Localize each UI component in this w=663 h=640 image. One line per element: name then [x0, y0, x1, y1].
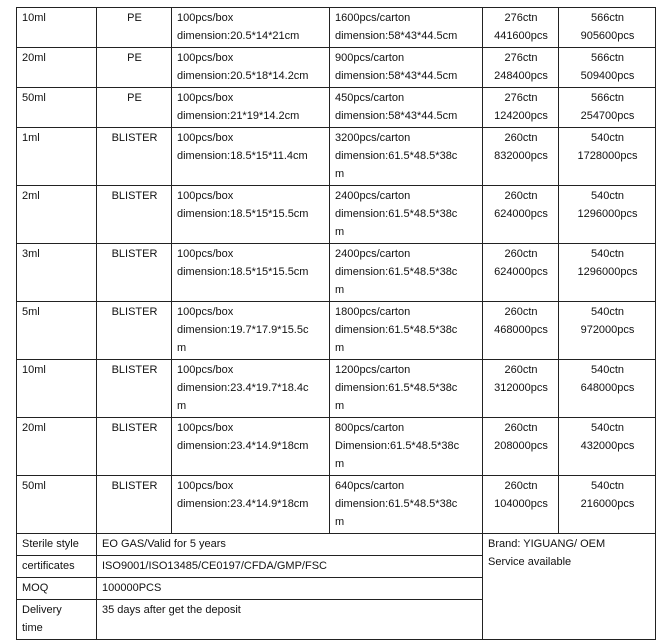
- box-cell: 100pcs/box dimension:23.4*19.7*18.4c m: [172, 360, 330, 418]
- size-cell: 20ml: [17, 48, 97, 88]
- carton-cell: 1200pcs/carton dimension:61.5*48.5*38c m: [330, 360, 483, 418]
- size-cell: 20ml: [17, 418, 97, 476]
- certificates-value: ISO9001/ISO13485/CE0197/CFDA/GMP/FSC: [97, 556, 483, 578]
- sterile-value: EO GAS/Valid for 5 years: [97, 534, 483, 556]
- sterile-row: [17, 534, 656, 556]
- carton-cell: 1600pcs/carton dimension:58*43*44.5cm: [330, 8, 483, 48]
- box-cell: 100pcs/box dimension:18.5*15*15.5cm: [172, 244, 330, 302]
- type-cell: BLISTER: [97, 360, 172, 418]
- packing-spec-table: [16, 7, 656, 640]
- container-20-cell: 260ctn 832000pcs: [483, 128, 559, 186]
- type-cell: PE: [97, 8, 172, 48]
- carton-cell: 3200pcs/carton dimension:61.5*48.5*38c m: [330, 128, 483, 186]
- box-cell: 100pcs/box dimension:18.5*15*15.5cm: [172, 186, 330, 244]
- table-row: [17, 186, 656, 244]
- type-cell: BLISTER: [97, 186, 172, 244]
- carton-cell: 640pcs/carton dimension:61.5*48.5*38c m: [330, 476, 483, 534]
- table-row: [17, 48, 656, 88]
- size-cell: 50ml: [17, 88, 97, 128]
- table-row: [17, 476, 656, 534]
- type-cell: BLISTER: [97, 476, 172, 534]
- table-row: [17, 418, 656, 476]
- type-cell: BLISTER: [97, 418, 172, 476]
- type-cell: PE: [97, 88, 172, 128]
- box-cell: 100pcs/box dimension:19.7*17.9*15.5c m: [172, 302, 330, 360]
- size-cell: 10ml: [17, 360, 97, 418]
- box-cell: 100pcs/box dimension:18.5*15*11.4cm: [172, 128, 330, 186]
- container-40-cell: 566ctn 509400pcs: [559, 48, 656, 88]
- box-cell: 100pcs/box dimension:23.4*14.9*18cm: [172, 418, 330, 476]
- size-cell: 10ml: [17, 8, 97, 48]
- table-row: [17, 8, 656, 48]
- carton-cell: 2400pcs/carton dimension:61.5*48.5*38c m: [330, 186, 483, 244]
- container-40-cell: 540ctn 1728000pcs: [559, 128, 656, 186]
- product-rows: [17, 8, 656, 534]
- carton-cell: 2400pcs/carton dimension:61.5*48.5*38c m: [330, 244, 483, 302]
- container-40-cell: 540ctn 972000pcs: [559, 302, 656, 360]
- type-cell: PE: [97, 48, 172, 88]
- container-40-cell: 566ctn 905600pcs: [559, 8, 656, 48]
- carton-cell: 1800pcs/carton dimension:61.5*48.5*38c m: [330, 302, 483, 360]
- container-20-cell: 260ctn 104000pcs: [483, 476, 559, 534]
- container-40-cell: 540ctn 216000pcs: [559, 476, 656, 534]
- type-cell: BLISTER: [97, 244, 172, 302]
- delivery-value: 35 days after get the deposit: [97, 600, 483, 640]
- box-cell: 100pcs/box dimension:20.5*14*21cm: [172, 8, 330, 48]
- container-40-cell: 566ctn 254700pcs: [559, 88, 656, 128]
- container-40-cell: 540ctn 648000pcs: [559, 360, 656, 418]
- table-row: [17, 128, 656, 186]
- size-cell: 5ml: [17, 302, 97, 360]
- container-20-cell: 260ctn 468000pcs: [483, 302, 559, 360]
- box-cell: 100pcs/box dimension:21*19*14.2cm: [172, 88, 330, 128]
- container-20-cell: 260ctn 624000pcs: [483, 186, 559, 244]
- table-row: [17, 360, 656, 418]
- carton-cell: 900pcs/carton dimension:58*43*44.5cm: [330, 48, 483, 88]
- size-cell: 2ml: [17, 186, 97, 244]
- delivery-label: Delivery time: [17, 600, 97, 640]
- type-cell: BLISTER: [97, 302, 172, 360]
- size-cell: 3ml: [17, 244, 97, 302]
- box-cell: 100pcs/box dimension:23.4*14.9*18cm: [172, 476, 330, 534]
- table-row: [17, 244, 656, 302]
- carton-cell: 800pcs/carton Dimension:61.5*48.5*38c m: [330, 418, 483, 476]
- sterile-label: Sterile style: [17, 534, 97, 556]
- table-row: [17, 302, 656, 360]
- moq-value: 100000PCS: [97, 578, 483, 600]
- size-cell: 1ml: [17, 128, 97, 186]
- container-20-cell: 260ctn 208000pcs: [483, 418, 559, 476]
- container-20-cell: 276ctn 248400pcs: [483, 48, 559, 88]
- container-40-cell: 540ctn 1296000pcs: [559, 244, 656, 302]
- carton-cell: 450pcs/carton dimension:58*43*44.5cm: [330, 88, 483, 128]
- container-20-cell: 260ctn 312000pcs: [483, 360, 559, 418]
- box-cell: 100pcs/box dimension:20.5*18*14.2cm: [172, 48, 330, 88]
- brand-info: Brand: YIGUANG/ OEM Service available: [483, 534, 656, 640]
- size-cell: 50ml: [17, 476, 97, 534]
- container-40-cell: 540ctn 1296000pcs: [559, 186, 656, 244]
- table-row: [17, 88, 656, 128]
- type-cell: BLISTER: [97, 128, 172, 186]
- moq-label: MOQ: [17, 578, 97, 600]
- certificates-label: certificates: [17, 556, 97, 578]
- container-20-cell: 276ctn 441600pcs: [483, 8, 559, 48]
- container-20-cell: 276ctn 124200pcs: [483, 88, 559, 128]
- container-40-cell: 540ctn 432000pcs: [559, 418, 656, 476]
- container-20-cell: 260ctn 624000pcs: [483, 244, 559, 302]
- footer-rows: [17, 534, 656, 640]
